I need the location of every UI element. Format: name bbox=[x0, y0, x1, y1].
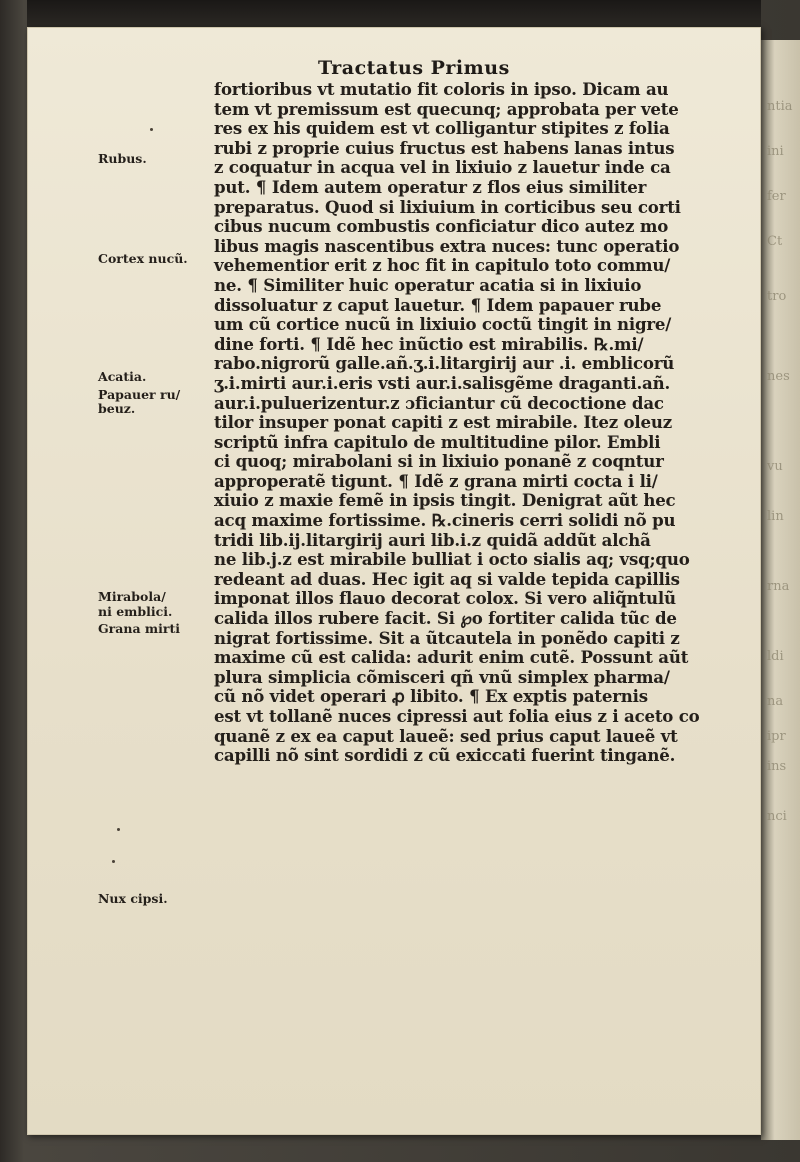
text-line: calida illos rubere facit. Si ℘o fortiter calida tũc de bbox=[214, 608, 677, 629]
facing-fragment: vu bbox=[767, 459, 783, 474]
text-line: plura simplicia cõmisceri qñ vnũ simplex pharma/ bbox=[214, 666, 670, 687]
text-line: ʒ.i.mirti aur.i.eris vsti aur.i.salisgẽme draganti.añ. bbox=[214, 372, 671, 393]
text-line: dine forti. ¶ Idẽ hec inũctio est mirabilis. ℞.mi/ bbox=[214, 333, 644, 354]
marginal-note-grana: Grana mirti bbox=[98, 621, 180, 636]
facing-fragment: ini bbox=[767, 144, 784, 159]
text-line: res ex his quidem est vt colligantur stipites z folia bbox=[214, 118, 670, 139]
text-line: fortioribus vt mutatio fit coloris in ipso. Dicam au bbox=[214, 79, 669, 99]
marginal-note-cortex: Cortex nucũ. bbox=[98, 251, 188, 266]
text-line: ne. ¶ Similiter huic operatur acatia si in lixiuio bbox=[214, 274, 642, 295]
text-line: z coquatur in acqua vel in lixiuio z lauetur inde ca bbox=[214, 157, 671, 178]
text-line: tridi lib.ij.litargirij auri lib.i.z quidã addũt alchã bbox=[214, 529, 651, 550]
facing-fragment: ntia bbox=[767, 99, 793, 114]
main-text-block bbox=[214, 80, 744, 766]
facing-fragment: lin bbox=[767, 509, 784, 524]
text-line: ne lib.j.z est mirabile bulliat i octo sialis aq; vsq;quo bbox=[214, 549, 690, 570]
text-line: approperatẽ tigunt. ¶ Idẽ z grana mirti cocta i li/ bbox=[214, 470, 658, 491]
facing-fragment: nci bbox=[767, 809, 787, 824]
text-line: nigrat fortissime. Sit a ũtcautela in ponẽdo capiti z bbox=[214, 627, 680, 648]
facing-fragment: na bbox=[767, 694, 784, 709]
text-line: imponat illos flauo decorat colox. Si vero aliq̃ntulũ bbox=[214, 588, 676, 609]
facing-fragment: nes bbox=[767, 369, 790, 384]
marginal-note-papauer: Papauer ru/ bbox=[98, 387, 181, 402]
facing-fragment: ins bbox=[767, 759, 787, 774]
text-line: dissoluatur z caput lauetur. ¶ Idem papauer rube bbox=[214, 294, 662, 315]
text-line: rubi z proprie cuius fructus est habens lanas intus bbox=[214, 137, 675, 158]
ink-speck bbox=[117, 828, 120, 831]
text-line: put. ¶ Idem autem operatur z flos eius similiter bbox=[214, 176, 647, 197]
facing-fragment: ipr bbox=[767, 729, 786, 744]
facing-fragment: fer bbox=[767, 189, 786, 204]
marginal-note-papauer-2: beuz. bbox=[98, 401, 136, 416]
text-line: tilor insuper ponat capiti z est mirabile. Itez oleuz bbox=[214, 412, 672, 433]
text-line: est vt tollanẽ nuces cipressi aut folia eius z i aceto co bbox=[214, 706, 700, 726]
text-line: preparatus. Quod si lixiuium in corticibus seu corti bbox=[214, 196, 681, 217]
facing-fragment: rna bbox=[767, 579, 790, 594]
text-line: xiuio z maxie femẽ in ipsis tingit. Denigrat aũt hec bbox=[214, 490, 676, 511]
running-head: Tractatus Primus bbox=[318, 57, 510, 79]
text-line: rabo.nigrorũ galle.añ.ʒ.i.litargirij aur .i. emblicorũ bbox=[214, 353, 675, 374]
marginal-note-nux: Nux cipsi. bbox=[98, 891, 168, 906]
ink-speck bbox=[112, 860, 115, 863]
facing-page-edge bbox=[761, 40, 800, 1140]
marginal-note-rubus: Rubus. bbox=[98, 151, 147, 166]
text-line: scriptũ infra capitulo de multitudine pilor. Embli bbox=[214, 431, 661, 452]
facing-fragment: tro bbox=[767, 289, 787, 304]
text-line: capilli nõ sint sordidi z cũ exiccati fuerint tinganẽ. bbox=[214, 745, 676, 766]
marginal-note-mirabolani: Mirabola/ bbox=[98, 589, 166, 604]
text-line: ci quoq; mirabolani si in lixiuio ponanẽ z coqntur bbox=[214, 451, 664, 472]
text-line: cibus nucum combustis conficiatur dico autez mo bbox=[214, 216, 669, 237]
text-line: maxime cũ est calida: adurit enim cutẽ. Possunt aũt bbox=[214, 647, 689, 668]
text-line: redeant ad duas. Hec igit aq si valde tepida capillis bbox=[214, 568, 680, 589]
text-line: acq maxime fortissime. ℞.cineris cerri solidi nõ pu bbox=[214, 510, 676, 531]
text-line: um cũ cortice nucũ in lixiuio coctũ tingit in nigre/ bbox=[214, 314, 672, 335]
facing-fragment: Ct bbox=[767, 234, 783, 249]
text-line: cũ nõ videt operari ꝓ libito. ¶ Ex exptis paternis bbox=[214, 686, 648, 707]
text-line: quanẽ z ex ea caput laueẽ: sed prius caput laueẽ vt bbox=[214, 725, 678, 746]
text-line: libus magis nascentibus extra nuces: tunc operatio bbox=[214, 235, 680, 256]
facing-fragment: ldi bbox=[767, 649, 784, 664]
marginal-note-acatia: Acatia. bbox=[98, 369, 147, 384]
marginal-note-emblici: ni emblici. bbox=[98, 604, 173, 619]
text-line: tem vt premissum est quecunq; approbata per vete bbox=[214, 98, 679, 119]
text-line: vehementior erit z hoc fit in capitulo toto commu/ bbox=[214, 255, 671, 276]
text-line: aur.i.puluerizentur.z ɔficiantur cũ decoctione dac bbox=[214, 392, 664, 413]
ink-speck bbox=[150, 128, 153, 131]
